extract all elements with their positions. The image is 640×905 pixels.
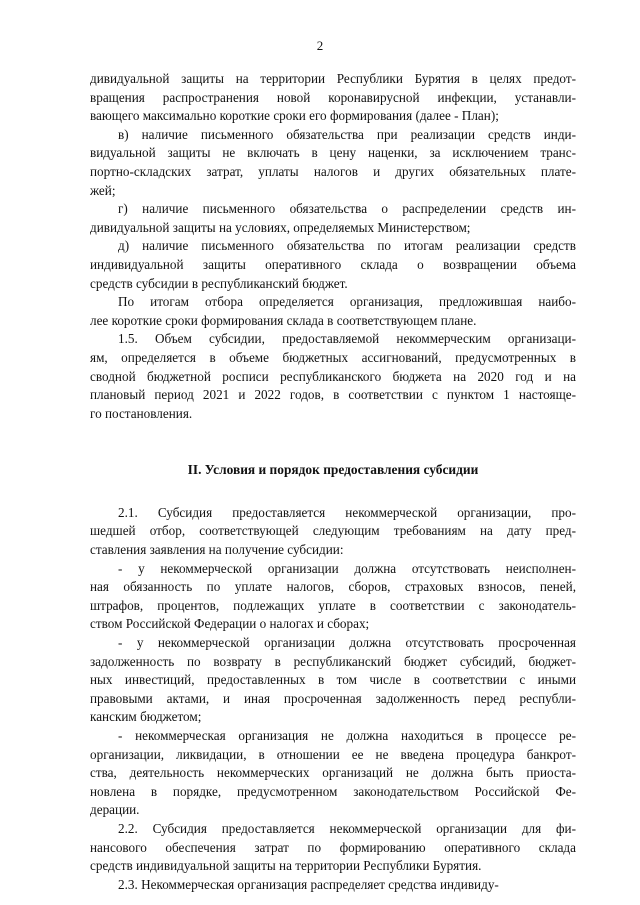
paragraph [90, 727, 576, 820]
paragraph-line: ная обязанность по уплате налогов, сборов, страховых взносов, пеней, [90, 579, 576, 595]
paragraph [90, 330, 576, 423]
section-title: II. Условия и порядок предоставления субсидии [187, 462, 479, 478]
paragraph-line: плановый период 2021 и 2022 годов, в соответствии с пунктом 1 настояще- [90, 387, 576, 403]
paragraph-line: средств индивидуальной защиты на территории Республики Бурятия. [90, 858, 482, 874]
paragraph-line: 2.1. Субсидия предоставляется некоммерческой организации, про- [118, 504, 576, 520]
paragraph [90, 293, 576, 330]
paragraph-line: - у некоммерческой организации должна отсутствовать неисполнен- [118, 560, 576, 576]
paragraph-line: индивидуальной защиты оперативного склада о возвращении объема [90, 256, 576, 272]
paragraph-line: лее короткие сроки формирования склада в соответствующем плане. [90, 312, 477, 328]
paragraph-line: шедшей отбор, соответствующей следующим требованиям на дату пред- [90, 523, 576, 539]
paragraph [90, 237, 576, 293]
paragraph-line: вращения распространения новой коронавирусной инфекции, устанавли- [90, 89, 576, 105]
paragraph-line: вающего максимально короткие сроки его формирования (далее - План); [90, 108, 499, 124]
paragraph-line: 1.5. Объем субсидии, предоставляемой некоммерческим организаци- [118, 331, 576, 347]
paragraph-line: задолженность по возврату в республиканский бюджет субсидий, бюджет- [90, 653, 576, 669]
paragraph [90, 70, 576, 126]
paragraph-line: канским бюджетом; [90, 709, 202, 725]
paragraph-line: организации, ликвидации, в отношении ее не введена процедура банкрот- [90, 746, 576, 762]
paragraph-line: По итогам отбора определяется организация, предложившая наибо- [118, 294, 576, 310]
paragraph-line: в) наличие письменного обязательства при реализации средств инди- [118, 126, 576, 142]
paragraph-line: ных инвестиций, предоставленных в том числе в соответствии с иными [90, 672, 576, 688]
paragraph-line: портно-складских затрат, уплаты налогов и других обязательных плате- [90, 163, 576, 179]
paragraph-line: ством Российской Федерации о налогах и сборах; [90, 616, 370, 632]
paragraphs-before-section [90, 70, 576, 423]
paragraph-line: дивидуальной защиты на территории Республики Бурятия в целях предот- [90, 71, 576, 86]
paragraph-line: нансового обеспечения затрат по формированию оперативного склада [90, 839, 576, 855]
paragraph-line: - у некоммерческой организации должна отсутствовать просроченная [118, 635, 576, 651]
paragraph-line: правовыми актами, и иная просроченная задолженность перед республи- [90, 690, 576, 706]
paragraph-line: штрафов, процентов, подлежащих уплате в соответствии с законодатель- [90, 597, 576, 613]
paragraph-line: д) наличие письменного обязательства по итогам реализации средств [118, 238, 576, 254]
paragraphs-after-section [90, 504, 576, 894]
paragraph-line: дивидуальной защиты на условиях, определяемых Министерством; [90, 219, 471, 235]
paragraph-line: ставления заявления на получение субсидии: [90, 542, 344, 558]
paragraph-line: 2.3. Некоммерческая организация распределяет средства индивиду- [118, 876, 499, 892]
paragraph-line: дерации. [90, 802, 140, 818]
paragraph-line: ства, деятельность некоммерческих организаций не должна быть приоста- [90, 765, 576, 781]
paragraph-line: г) наличие письменного обязательства о распределении средств ин- [118, 201, 576, 217]
paragraph [90, 634, 576, 727]
paragraph-line: видуальной защиты не включать в цену наценки, за исключением транс- [90, 145, 576, 161]
paragraph [90, 820, 576, 876]
paragraph-line: 2.2. Субсидия предоставляется некоммерческой организации для фи- [118, 820, 576, 836]
paragraph-line: - некоммерческая организация не должна находиться в процессе ре- [118, 728, 576, 743]
paragraph-line: сводной бюджетной росписи республиканского бюджета на 2020 год и на [90, 368, 576, 384]
document-body [90, 70, 576, 894]
paragraph-line: новлена в порядке, предусмотренном законодательством Российской Фе- [90, 783, 576, 799]
paragraph-line: жей; [90, 182, 116, 198]
paragraph [90, 200, 576, 237]
page-number: 2 [316, 38, 324, 53]
paragraph [90, 126, 576, 200]
paragraph [90, 504, 576, 560]
paragraph-line: го постановления. [90, 405, 193, 421]
paragraph-line: средств субсидии в республиканский бюджет. [90, 275, 348, 291]
paragraph [90, 876, 576, 895]
paragraph-line: ям, определяется в объеме бюджетных ассигнований, предусмотренных в [90, 349, 576, 365]
paragraph [90, 560, 576, 634]
